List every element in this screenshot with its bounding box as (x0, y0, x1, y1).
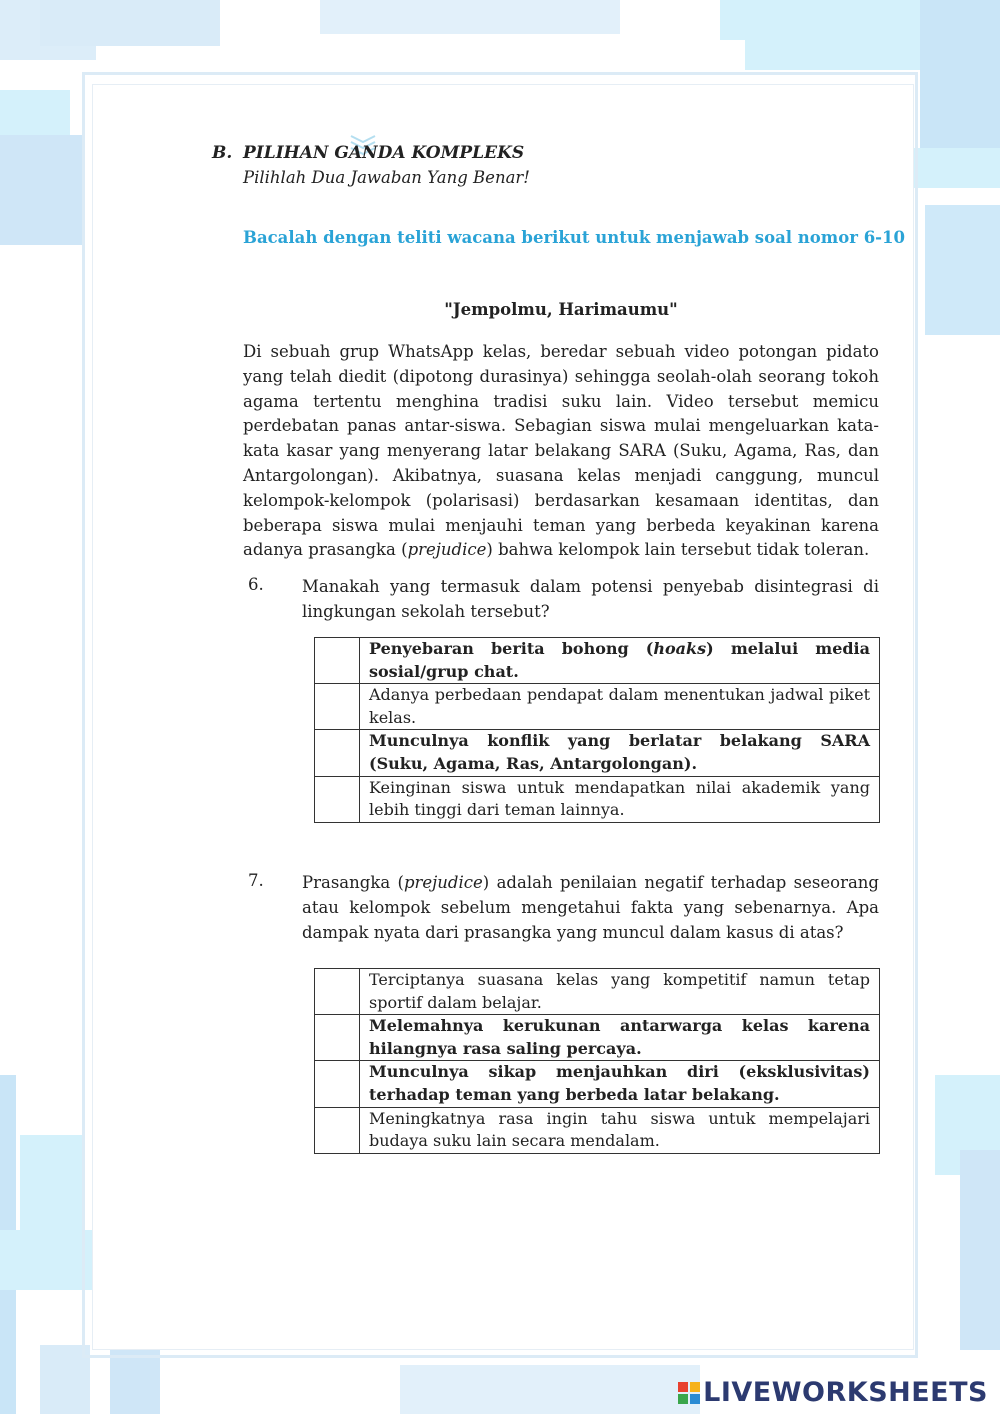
answer-checkbox[interactable] (315, 776, 360, 822)
option-text: Keinginan siswa untuk mendapatkan nilai akademik yang lebih tinggi dari teman lainnya. (360, 776, 880, 822)
answer-checkbox[interactable] (315, 969, 360, 1015)
option-text: Terciptanya suasana kelas yang kompetitif namun tetap sportif dalam belajar. (360, 969, 880, 1015)
liveworksheets-logo-icon (678, 1382, 700, 1404)
answer-checkbox[interactable] (315, 730, 360, 776)
option-text: Adanya perbedaan pendapat dalam menentukan jadwal piket kelas. (360, 684, 880, 730)
question-number: 6. (248, 575, 264, 594)
option-row (315, 1107, 880, 1153)
question-text-part: ) adalah penilaian negatif terhadap seseorang atau kelompok sebelum mengetahui fakta yang sebenarnya. Apa dampak nyata dari prasangka yang muncul dalam kasus di atas? (302, 873, 879, 942)
question-italic-term: prejudice (403, 873, 483, 892)
passage-text-part: Di sebuah grup WhatsApp kelas, beredar sebuah video potongan pidato yang telah diedit (dipotong durasinya) sehingga seolah-olah seorang tokoh agama tertentu menghina tradisi suku lain. Video tersebut memicu perdebatan panas antar-siswa. Sebagian siswa mulai mengeluarkan kata-kata kasar yang menyerang latar belakang SARA (Suku, Agama, Ras, dan Antargolongan). Akibatnya, suasana kelas menjadi canggung, muncul kelompok-kelompok (polarisasi) berdasarkan kesamaan identitas, dan beberapa siswa mulai menjauhi teman yang berbeda keyakinan karena adanya prasangka ( (243, 342, 879, 560)
option-row (315, 684, 880, 730)
decor-block (400, 1365, 700, 1414)
section-heading (212, 143, 524, 163)
option-row (315, 638, 880, 684)
option-row (315, 1015, 880, 1061)
passage-title: "Jempolmu, Harimaumu" (444, 300, 678, 319)
question-number: 7. (248, 871, 264, 890)
option-text: Melemahnya kerukunan antarwarga kelas karena hilangnya rasa saling percaya. (360, 1015, 880, 1061)
answer-checkbox[interactable] (315, 638, 360, 684)
decor-block (40, 0, 220, 46)
option-text-part: ) melalui media sosial/grup chat. (369, 639, 870, 681)
answer-options-table (314, 637, 880, 823)
question-text: Manakah yang termasuk dalam potensi penyebab disintegrasi di lingkungan sekolah tersebut? (302, 577, 879, 621)
option-row (315, 776, 880, 822)
question-text-part: Prasangka ( (302, 873, 404, 892)
answer-checkbox[interactable] (315, 684, 360, 730)
answer-checkbox[interactable] (315, 1015, 360, 1061)
option-text: Meningkatnya rasa ingin tahu siswa untuk mempelajari budaya suku lain secara mendalam. (360, 1107, 880, 1153)
option-row (315, 730, 880, 776)
section-letter: B. (212, 143, 233, 163)
option-text: Munculnya konflik yang berlatar belakang SARA (Suku, Agama, Ras, Antargolongan). (360, 730, 880, 776)
option-row (315, 969, 880, 1015)
decor-block (925, 205, 1000, 335)
section-heading-text: PILIHAN GANDA KOMPLEKS (243, 143, 525, 163)
section-subheading: Pilihlah Dua Jawaban Yang Benar! (243, 168, 530, 187)
liveworksheets-logo[interactable] (678, 1377, 988, 1408)
decor-block (20, 1135, 82, 1235)
brand-name: LIVEWORKSHEETS (703, 1377, 988, 1408)
passage-text-part: ) bahwa kelompok lain tersebut tidak toleran. (486, 540, 870, 560)
passage-italic-term: prejudice (407, 540, 487, 560)
decor-block (960, 1150, 1000, 1350)
answer-options-table (314, 968, 880, 1154)
option-text (360, 638, 880, 684)
decor-block (920, 0, 1000, 150)
option-text-part: Penyebaran berita bohong ( (369, 639, 654, 658)
option-row (315, 1061, 880, 1107)
reading-instruction: Bacalah dengan teliti wacana berikut untuk menjawab soal nomor 6-10 (243, 228, 905, 247)
option-text: Munculnya sikap menjauhkan diri (eksklusivitas) terhadap teman yang berbeda latar belakang. (360, 1061, 880, 1107)
decor-block (0, 135, 82, 245)
answer-checkbox[interactable] (315, 1107, 360, 1153)
passage-text (243, 340, 879, 563)
decor-block (320, 0, 620, 34)
answer-checkbox[interactable] (315, 1061, 360, 1107)
question-text (302, 871, 879, 945)
option-italic-term: hoaks (653, 639, 707, 658)
